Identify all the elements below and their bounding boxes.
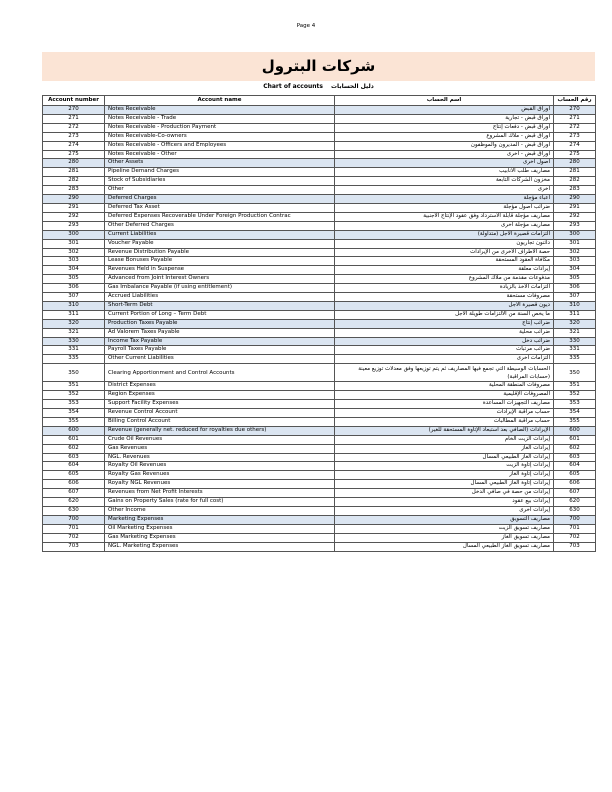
account-number-cell: 320	[43, 319, 105, 328]
account-name-cell: Deferred Charges	[105, 195, 335, 204]
account-name-arabic-cell: ما يخص السنة من الالتزامات طويلة الأجل	[335, 310, 554, 319]
header-account-name-arabic: اسم الحساب	[335, 96, 554, 106]
account-name-cell: Lease Bonuses Payable	[105, 257, 335, 266]
account-name-arabic-cell: مصاريف مؤجلة قابلة الاسترداد وفق عقود الإنتاج الأجنبية	[335, 212, 554, 221]
table-row	[43, 212, 596, 221]
account-name-arabic-cell: التزامات قصيرة الأجل (متداولة)	[335, 230, 554, 239]
account-name-cell: Notes Receivable - Officers and Employees	[105, 141, 335, 150]
account-name-arabic-cell: أعباء مؤجلة	[335, 195, 554, 204]
account-name-cell: Other Assets	[105, 159, 335, 168]
table-row	[43, 221, 596, 230]
account-number-arabic-cell: 601	[554, 435, 596, 444]
account-name-cell: NGL. Revenues	[105, 453, 335, 462]
account-number-cell: 275	[43, 150, 105, 159]
table-row	[43, 524, 596, 533]
subtitle-english: Chart of accounts	[263, 83, 323, 90]
account-name-arabic-cell: مصروفات المنطقة المحلية	[335, 382, 554, 391]
account-number-cell: 700	[43, 515, 105, 524]
table-row	[43, 186, 596, 195]
table-row	[43, 310, 596, 319]
account-number-cell: 271	[43, 114, 105, 123]
account-name-cell: Royalty NGL Revenues	[105, 480, 335, 489]
account-name-cell: Gas Revenues	[105, 444, 335, 453]
account-number-cell: 604	[43, 462, 105, 471]
account-name-cell: Marketing Expenses	[105, 515, 335, 524]
account-name-cell: Other	[105, 186, 335, 195]
account-name-arabic-cell: ضرائب محلية	[335, 328, 554, 337]
account-name-cell: Production Taxes Payable	[105, 319, 335, 328]
table-row	[43, 230, 596, 239]
account-number-arabic-cell: 300	[554, 230, 596, 239]
account-number-arabic-cell: 302	[554, 248, 596, 257]
account-number-arabic-cell: 290	[554, 195, 596, 204]
account-name-arabic-cell: ضرائب دخل	[335, 337, 554, 346]
account-number-cell: 283	[43, 186, 105, 195]
account-number-cell: 306	[43, 284, 105, 293]
table-row	[43, 444, 596, 453]
account-name-cell: Royalty Oil Revenues	[105, 462, 335, 471]
table-row	[43, 435, 596, 444]
account-name-cell: Billing Control Account	[105, 417, 335, 426]
table-row	[43, 293, 596, 302]
table-row	[43, 453, 596, 462]
account-number-cell: 701	[43, 524, 105, 533]
table-row	[43, 257, 596, 266]
account-name-cell: Ad Valorem Taxes Payable	[105, 328, 335, 337]
account-name-cell: Deferred Tax Asset	[105, 203, 335, 212]
account-number-arabic-cell: 311	[554, 310, 596, 319]
subtitle-arabic: دليل الحسابات	[331, 83, 374, 90]
account-number-arabic-cell: 331	[554, 346, 596, 355]
account-name-arabic-cell: أخرى	[335, 186, 554, 195]
account-name-arabic-cell: إيرادات من حصة في صافي الدخل	[335, 489, 554, 498]
table-header-row	[43, 96, 596, 106]
account-name-arabic-cell: ضرائب إنتاج	[335, 319, 554, 328]
account-number-arabic-cell: 293	[554, 221, 596, 230]
account-number-cell: 311	[43, 310, 105, 319]
account-number-cell: 335	[43, 355, 105, 364]
account-number-arabic-cell: 274	[554, 141, 596, 150]
account-name-cell: Notes Receivable - Other	[105, 150, 335, 159]
account-number-cell: 292	[43, 212, 105, 221]
table-row	[43, 471, 596, 480]
table-row	[43, 248, 596, 257]
account-number-cell: 606	[43, 480, 105, 489]
account-number-arabic-cell: 620	[554, 498, 596, 507]
table-row	[43, 275, 596, 284]
account-number-arabic-cell: 702	[554, 533, 596, 542]
account-name-arabic-cell: مخزون الشركات التابعة	[335, 177, 554, 186]
header-account-number: Account number	[43, 96, 105, 106]
account-name-cell: Revenues from Net Profit Interests	[105, 489, 335, 498]
account-number-arabic-cell: 301	[554, 239, 596, 248]
account-name-arabic-cell: إيرادات أخرى	[335, 506, 554, 515]
account-name-arabic-cell: الإيرادات (الصافي بعد استبعاد الإتاوة المستحقة للغير)	[335, 426, 554, 435]
account-name-cell: Accrued Liabilities	[105, 293, 335, 302]
account-number-cell: 352	[43, 391, 105, 400]
table-row	[43, 150, 596, 159]
account-name-arabic-cell: مكافأة العقود المستحقة	[335, 257, 554, 266]
account-name-cell: Gains on Property Sales (rate for full cost)	[105, 498, 335, 507]
account-name-arabic-cell: الحسابات الوسيطة التي تجمع فيها المصاريف ثم يتم توزيعها وفق معدلات توزيع معينة (حسابات المراقبة)	[335, 364, 554, 382]
account-number-cell: 280	[43, 159, 105, 168]
account-number-arabic-cell: 330	[554, 337, 596, 346]
table-row	[43, 239, 596, 248]
account-name-cell: Stock of Subsidiaries	[105, 177, 335, 186]
chart-of-accounts-table	[42, 95, 596, 552]
account-number-cell: 282	[43, 177, 105, 186]
account-number-arabic-cell: 306	[554, 284, 596, 293]
account-number-arabic-cell: 273	[554, 132, 596, 141]
subtitle	[42, 82, 595, 92]
account-name-arabic-cell: إيرادات إتاوة الغاز	[335, 471, 554, 480]
account-number-cell: 605	[43, 471, 105, 480]
account-number-arabic-cell: 600	[554, 426, 596, 435]
account-number-cell: 703	[43, 542, 105, 551]
table-row	[43, 533, 596, 542]
account-number-arabic-cell: 275	[554, 150, 596, 159]
table-row	[43, 177, 596, 186]
account-name-cell: Oil Marketing Expenses	[105, 524, 335, 533]
account-number-cell: 620	[43, 498, 105, 507]
table-row	[43, 515, 596, 524]
account-number-cell: 305	[43, 275, 105, 284]
table-row	[43, 489, 596, 498]
table-row	[43, 319, 596, 328]
account-number-arabic-cell: 353	[554, 400, 596, 409]
table-row	[43, 301, 596, 310]
table-row	[43, 400, 596, 409]
table-row	[43, 355, 596, 364]
account-number-arabic-cell: 701	[554, 524, 596, 533]
account-name-arabic-cell: أوراق القبض	[335, 106, 554, 115]
table-row	[43, 159, 596, 168]
account-name-cell: Current Portion of Long – Term Debt	[105, 310, 335, 319]
account-name-arabic-cell: إيرادات معلقة	[335, 266, 554, 275]
account-name-arabic-cell: أوراق قبض - المديرون والموظفون	[335, 141, 554, 150]
account-number-cell: 331	[43, 346, 105, 355]
account-number-cell: 702	[43, 533, 105, 542]
account-name-arabic-cell: إيرادات إتاوة الغاز الطبيعي المسال	[335, 480, 554, 489]
account-number-cell: 302	[43, 248, 105, 257]
account-name-cell: Crude Oil Revenues	[105, 435, 335, 444]
account-number-arabic-cell: 355	[554, 417, 596, 426]
account-number-arabic-cell: 303	[554, 257, 596, 266]
header-account-number-arabic: رقم الحساب	[554, 96, 596, 106]
account-number-cell: 301	[43, 239, 105, 248]
account-name-arabic-cell: إيرادات الغاز الطبيعي المسال	[335, 453, 554, 462]
account-name-cell: Income Tax Payable	[105, 337, 335, 346]
account-number-arabic-cell: 703	[554, 542, 596, 551]
account-number-cell: 601	[43, 435, 105, 444]
account-name-arabic-cell: إيرادات بيع عقود	[335, 498, 554, 507]
account-number-cell: 270	[43, 106, 105, 115]
account-number-arabic-cell: 307	[554, 293, 596, 302]
table-row	[43, 364, 596, 382]
account-name-arabic-cell: دائنون تجاريون	[335, 239, 554, 248]
table-row	[43, 480, 596, 489]
account-number-arabic-cell: 350	[554, 364, 596, 382]
account-name-arabic-cell: إيرادات الزيت الخام	[335, 435, 554, 444]
account-number-cell: 603	[43, 453, 105, 462]
account-name-cell: Royalty Gas Revenues	[105, 471, 335, 480]
account-number-arabic-cell: 630	[554, 506, 596, 515]
account-name-arabic-cell: حساب مراقبة الإيرادات	[335, 409, 554, 418]
account-name-cell: Short-Term Debt	[105, 301, 335, 310]
account-name-arabic-cell: مصاريف مؤجلة أخرى	[335, 221, 554, 230]
account-number-arabic-cell: 335	[554, 355, 596, 364]
account-name-cell: Pipeline Demand Charges	[105, 168, 335, 177]
account-name-cell: Notes Receivable - Production Payment	[105, 123, 335, 132]
account-name-cell: Deferred Expenses Recoverable Under Foreign Production Contrac	[105, 212, 335, 221]
account-name-arabic-cell: المصروفات الإقليمية	[335, 391, 554, 400]
account-number-cell: 351	[43, 382, 105, 391]
account-number-cell: 281	[43, 168, 105, 177]
account-number-cell: 600	[43, 426, 105, 435]
account-number-arabic-cell: 352	[554, 391, 596, 400]
account-number-cell: 310	[43, 301, 105, 310]
table-row	[43, 409, 596, 418]
account-number-arabic-cell: 354	[554, 409, 596, 418]
account-name-cell: Voucher Payable	[105, 239, 335, 248]
account-number-cell: 304	[43, 266, 105, 275]
account-name-arabic-cell: مصاريف التسويق	[335, 515, 554, 524]
account-name-cell: Notes Receivable - Trade	[105, 114, 335, 123]
account-number-arabic-cell: 304	[554, 266, 596, 275]
account-number-arabic-cell: 604	[554, 462, 596, 471]
account-name-cell: Clearing Apportionment and Control Accounts	[105, 364, 335, 382]
account-number-cell: 321	[43, 328, 105, 337]
table-row	[43, 203, 596, 212]
account-name-cell: Region Expenses	[105, 391, 335, 400]
account-name-arabic-cell: إيرادات إتاوة الزيت	[335, 462, 554, 471]
account-name-arabic-cell: مصاريف تسويق الغاز الطبيعي المسال	[335, 542, 554, 551]
account-name-arabic-cell: حساب مراقبة المطالبات	[335, 417, 554, 426]
account-number-arabic-cell: 272	[554, 123, 596, 132]
account-number-cell: 307	[43, 293, 105, 302]
account-name-arabic-cell: ديون قصيرة الأجل	[335, 301, 554, 310]
account-name-cell: Revenue (generally net. reduced for royalties due others)	[105, 426, 335, 435]
account-name-arabic-cell: مصاريف تسويق الزيت	[335, 524, 554, 533]
table-row	[43, 114, 596, 123]
account-number-arabic-cell: 351	[554, 382, 596, 391]
table-row	[43, 542, 596, 551]
account-number-arabic-cell: 700	[554, 515, 596, 524]
account-name-arabic-cell: مصاريف تسويق الغاز	[335, 533, 554, 542]
account-number-cell: 355	[43, 417, 105, 426]
table-row	[43, 462, 596, 471]
account-name-arabic-cell: أوراق قبض - ملاك المشروع	[335, 132, 554, 141]
account-name-arabic-cell: التزامات الأخذ بالزيادة	[335, 284, 554, 293]
account-number-cell: 350	[43, 364, 105, 382]
account-number-arabic-cell: 291	[554, 203, 596, 212]
table-row	[43, 195, 596, 204]
account-number-arabic-cell: 282	[554, 177, 596, 186]
account-number-cell: 272	[43, 123, 105, 132]
account-number-arabic-cell: 292	[554, 212, 596, 221]
account-name-cell: Revenue Distribution Payable	[105, 248, 335, 257]
account-number-cell: 303	[43, 257, 105, 266]
account-name-cell: Other Income	[105, 506, 335, 515]
account-name-arabic-cell: ضرائب مرتبات	[335, 346, 554, 355]
account-name-arabic-cell: حصة الأطراف الأخرى من الإيرادات	[335, 248, 554, 257]
table-row	[43, 168, 596, 177]
account-number-arabic-cell: 270	[554, 106, 596, 115]
table-row	[43, 266, 596, 275]
account-name-cell: Other Current Liabilities	[105, 355, 335, 364]
account-number-cell: 353	[43, 400, 105, 409]
table-row	[43, 417, 596, 426]
account-number-cell: 330	[43, 337, 105, 346]
account-number-cell: 354	[43, 409, 105, 418]
table-row	[43, 284, 596, 293]
page-number: Page 4	[296, 23, 316, 29]
account-name-arabic-cell: مصاريف التجهيزات المساعدة	[335, 400, 554, 409]
table-row	[43, 382, 596, 391]
account-name-cell: Gas Imbalance Payable (if using entitlement)	[105, 284, 335, 293]
account-name-arabic-cell: أوراق قبض - تجارية	[335, 114, 554, 123]
account-number-arabic-cell: 281	[554, 168, 596, 177]
account-number-cell: 274	[43, 141, 105, 150]
table-row	[43, 328, 596, 337]
account-number-arabic-cell: 603	[554, 453, 596, 462]
account-number-cell: 607	[43, 489, 105, 498]
table-row	[43, 141, 596, 150]
header-account-name: Account name	[105, 96, 335, 106]
account-name-cell: Current Liabilities	[105, 230, 335, 239]
account-name-cell: Revenue Control Account	[105, 409, 335, 418]
account-number-arabic-cell: 271	[554, 114, 596, 123]
table-row	[43, 426, 596, 435]
table-row	[43, 337, 596, 346]
account-name-arabic-cell: أوراق قبض - أخرى	[335, 150, 554, 159]
account-number-arabic-cell: 606	[554, 480, 596, 489]
table-row	[43, 132, 596, 141]
account-name-arabic-cell: أصول أخرى	[335, 159, 554, 168]
account-name-arabic-cell: التزامات أخرى	[335, 355, 554, 364]
account-number-arabic-cell: 320	[554, 319, 596, 328]
account-name-cell: Revenues Held in Suspense	[105, 266, 335, 275]
account-number-cell: 300	[43, 230, 105, 239]
account-name-cell: Support Facility Expenses	[105, 400, 335, 409]
account-number-arabic-cell: 605	[554, 471, 596, 480]
account-number-arabic-cell: 283	[554, 186, 596, 195]
account-name-arabic-cell: مصروفات مستحقة	[335, 293, 554, 302]
table-row	[43, 506, 596, 515]
table-body	[43, 106, 596, 552]
account-number-cell: 291	[43, 203, 105, 212]
account-name-cell: Payroll Taxes Payable	[105, 346, 335, 355]
account-number-cell: 290	[43, 195, 105, 204]
table-row	[43, 498, 596, 507]
account-name-arabic-cell: مصاريف طلب الأنابيب	[335, 168, 554, 177]
account-name-cell: Other Deferred Charges	[105, 221, 335, 230]
account-name-cell: District Expenses	[105, 382, 335, 391]
account-number-cell: 602	[43, 444, 105, 453]
account-name-cell: Notes Receivable-Co-owners	[105, 132, 335, 141]
table-row	[43, 123, 596, 132]
account-name-cell: Advanced from Joint Interest Owners	[105, 275, 335, 284]
account-number-arabic-cell: 310	[554, 301, 596, 310]
account-number-arabic-cell: 305	[554, 275, 596, 284]
account-number-arabic-cell: 321	[554, 328, 596, 337]
account-number-cell: 293	[43, 221, 105, 230]
account-name-arabic-cell: مدفوعات مقدمة من ملاك المشروع	[335, 275, 554, 284]
account-name-arabic-cell: إيرادات الغاز	[335, 444, 554, 453]
account-number-arabic-cell: 280	[554, 159, 596, 168]
table-row	[43, 106, 596, 115]
account-name-cell: NGL. Marketing Expenses	[105, 542, 335, 551]
account-name-cell: Gas Marketing Expenses	[105, 533, 335, 542]
table-row	[43, 346, 596, 355]
account-name-arabic-cell: أوراق قبض - دفعات إنتاج	[335, 123, 554, 132]
account-number-arabic-cell: 602	[554, 444, 596, 453]
account-number-cell: 273	[43, 132, 105, 141]
account-number-cell: 630	[43, 506, 105, 515]
account-name-cell: Notes Receivable	[105, 106, 335, 115]
account-name-arabic-cell: ضرائب أصول مؤجلة	[335, 203, 554, 212]
page-title: شركات البترول	[42, 52, 595, 81]
table-row	[43, 391, 596, 400]
account-number-arabic-cell: 607	[554, 489, 596, 498]
